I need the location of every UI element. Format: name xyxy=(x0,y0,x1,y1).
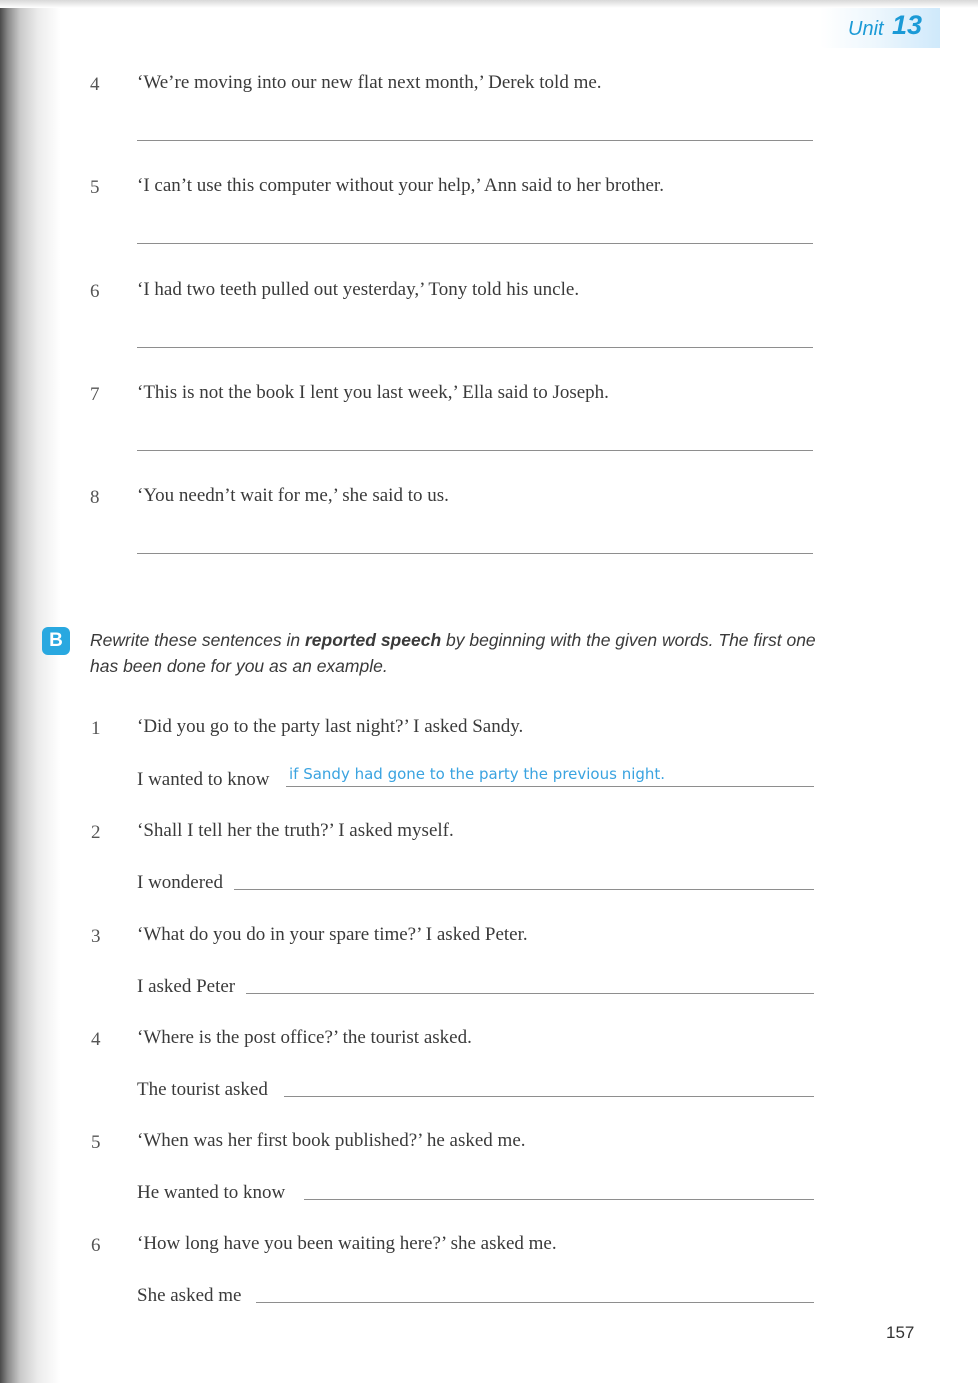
item-sentence: ‘Shall I tell her the truth?’ I asked myself. xyxy=(137,820,454,841)
lead-words: I asked Peter xyxy=(137,976,236,997)
item-sentence: ‘How long have you been waiting here?’ she asked me. xyxy=(137,1233,557,1254)
item-number: 1 xyxy=(91,718,101,739)
page-top-shadow xyxy=(0,0,978,8)
instructions-text: Rewrite these sentences in xyxy=(90,630,305,650)
answer-line[interactable] xyxy=(284,1096,814,1097)
instructions-emphasis: reported speech xyxy=(304,630,442,650)
unit-number: 13 xyxy=(892,10,923,40)
item-number: 5 xyxy=(91,1132,101,1153)
item-number: 7 xyxy=(90,384,100,405)
item-number: 4 xyxy=(91,1029,101,1050)
answer-line[interactable] xyxy=(256,1302,814,1303)
item-sentence: ‘Where is the post office?’ the tourist asked. xyxy=(137,1027,472,1048)
item-number: 2 xyxy=(91,822,101,843)
answer-line[interactable] xyxy=(286,786,814,787)
item-number: 6 xyxy=(91,1235,101,1256)
example-answer: if Sandy had gone to the party the previous night. xyxy=(289,765,666,783)
lead-words: I wondered xyxy=(137,872,223,893)
answer-line[interactable] xyxy=(246,993,814,994)
page-spine-shadow xyxy=(0,0,60,1383)
answer-line[interactable] xyxy=(234,889,814,890)
answer-line[interactable] xyxy=(137,347,813,348)
section-badge: B xyxy=(42,627,70,655)
item-sentence: ‘We’re moving into our new flat next month,’ Derek told me. xyxy=(137,72,602,93)
item-sentence: ‘Did you go to the party last night?’ I asked Sandy. xyxy=(137,716,524,737)
instructions-text: by beginning with the given words. The first one has been done for you as an example. xyxy=(90,630,816,676)
item-number: 6 xyxy=(90,281,100,302)
answer-line[interactable] xyxy=(137,140,813,141)
item-number: 8 xyxy=(90,487,100,508)
answer-line[interactable] xyxy=(304,1199,814,1200)
lead-words: I wanted to know xyxy=(137,769,270,790)
item-sentence: ‘This is not the book I lent you last week,’ Ella said to Joseph. xyxy=(137,382,609,403)
item-sentence: ‘When was her first book published?’ he asked me. xyxy=(137,1130,526,1151)
lead-words: He wanted to know xyxy=(137,1182,286,1203)
page-number: 157 xyxy=(886,1323,915,1342)
item-sentence: ‘You needn’t wait for me,’ she said to us. xyxy=(137,485,449,506)
lead-words: She asked me xyxy=(137,1285,242,1306)
answer-line[interactable] xyxy=(137,450,813,451)
lead-words: The tourist asked xyxy=(137,1079,268,1100)
answer-line[interactable] xyxy=(137,553,813,554)
unit-label: Unit xyxy=(848,18,884,40)
section-instructions xyxy=(90,627,820,679)
item-number: 4 xyxy=(90,74,100,95)
answer-line[interactable] xyxy=(137,243,813,244)
item-sentence: ‘What do you do in your spare time?’ I asked Peter. xyxy=(137,924,528,945)
item-sentence: ‘I had two teeth pulled out yesterday,’ Tony told his uncle. xyxy=(137,279,580,300)
item-number: 5 xyxy=(90,177,100,198)
item-sentence: ‘I can’t use this computer without your help,’ Ann said to her brother. xyxy=(137,175,664,196)
item-number: 3 xyxy=(91,926,101,947)
